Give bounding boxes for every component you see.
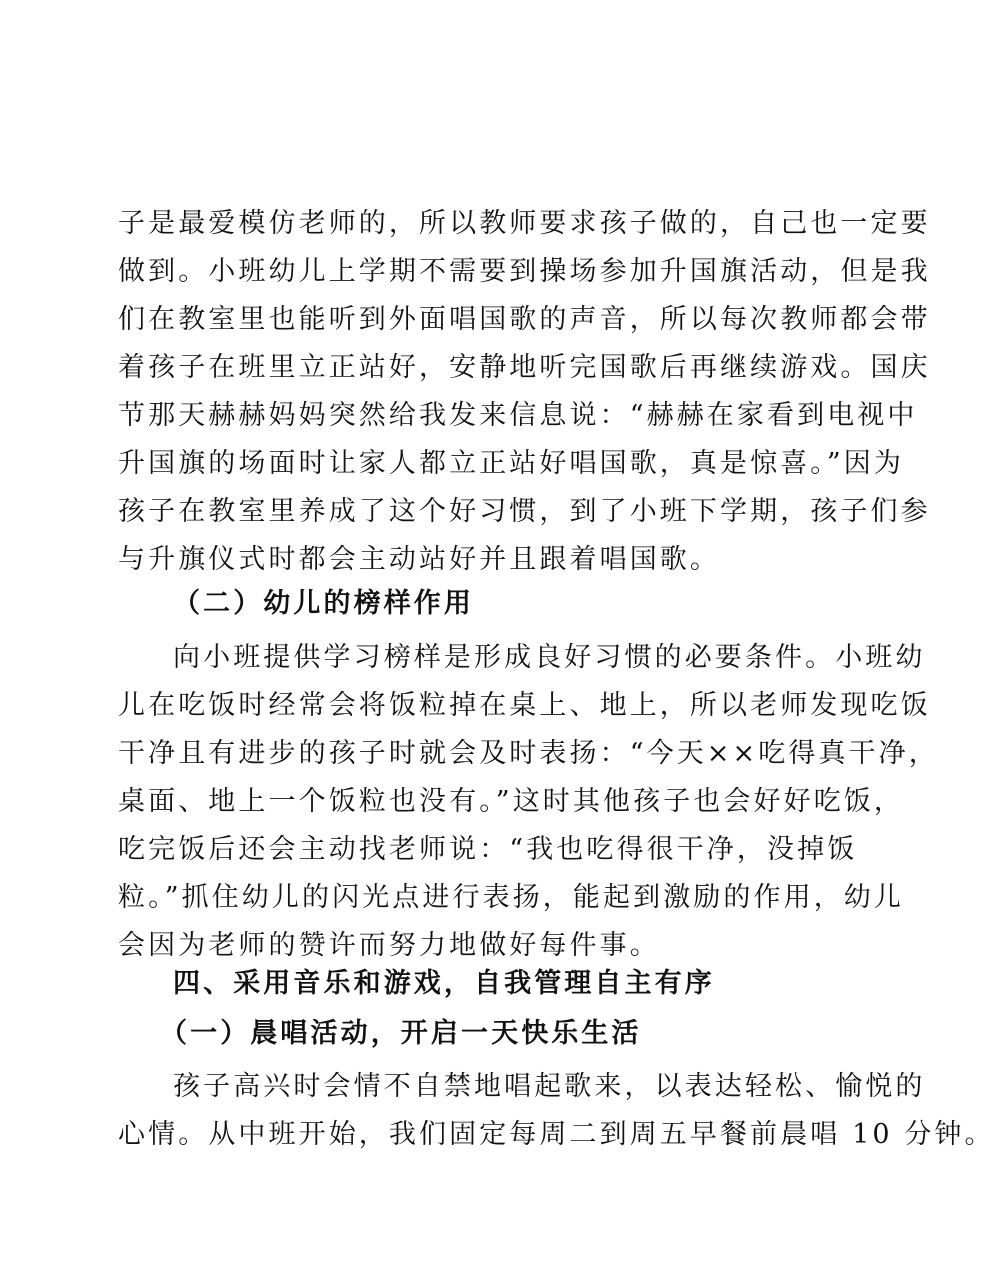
paragraph-line: 节那天赫赫妈妈突然给我发来信息说：“赫赫在家看到电视中 [118,400,918,431]
paragraph-line: 子是最爱模仿老师的，所以教师要求孩子做的，自己也一定要 [118,208,931,239]
paragraph-line: 粒。”抓住幼儿的闪光点进行表扬，能起到激励的作用，幼儿 [118,882,905,913]
paragraph-line: 孩子高兴时会情不自禁地唱起歌来，以表达轻松、愉悦的 [173,1071,926,1102]
section-heading-morning-singing: （一）晨唱活动，开启一天快乐生活 [160,1018,642,1050]
paragraph-line: 与升旗仪式时都会主动站好并且跟着唱国歌。 [118,544,720,575]
paragraph-line: 桌面、地上一个饭粒也没有。”这时其他孩子也会好好吃饭， [118,786,905,817]
paragraph-line: 孩子在教室里养成了这个好习惯，到了小班下学期，孩子们参 [118,496,931,527]
paragraph-line: 们在教室里也能听到外面唱国歌的声音，所以每次教师都会带 [118,304,931,335]
paragraph-line: 吃完饭后还会主动找老师说：“我也吃得很干净，没掉饭 [118,834,858,865]
paragraph-line: 心情。从中班开始，我们固定每周二到周五早餐前晨唱 10 分钟。 [118,1119,995,1150]
paragraph-line: 干净且有进步的孩子时就会及时表扬：“今天××吃得真干净， [118,738,939,769]
paragraph-line: 向小班提供学习榜样是形成良好习惯的必要条件。小班幼 [173,642,926,673]
section-heading-music-games: 四、采用音乐和游戏，自我管理自主有序 [173,968,715,1000]
paragraph-line: 会因为老师的赞许而努力地做好每件事。 [118,930,660,961]
paragraph-line: 着孩子在班里立正站好，安静地听完国歌后再继续游戏。国庆 [118,352,931,383]
section-heading-role-model: （二）幼儿的榜样作用 [173,588,474,620]
paragraph-line: 升国旗的场面时让家人都立正站好唱国歌，真是惊喜。”因为 [118,448,905,479]
paragraph-line: 儿在吃饭时经常会将饭粒掉在桌上、地上，所以老师发现吃饭 [118,690,931,721]
paragraph-line: 做到。小班幼儿上学期不需要到操场参加升国旗活动，但是我 [118,256,931,287]
